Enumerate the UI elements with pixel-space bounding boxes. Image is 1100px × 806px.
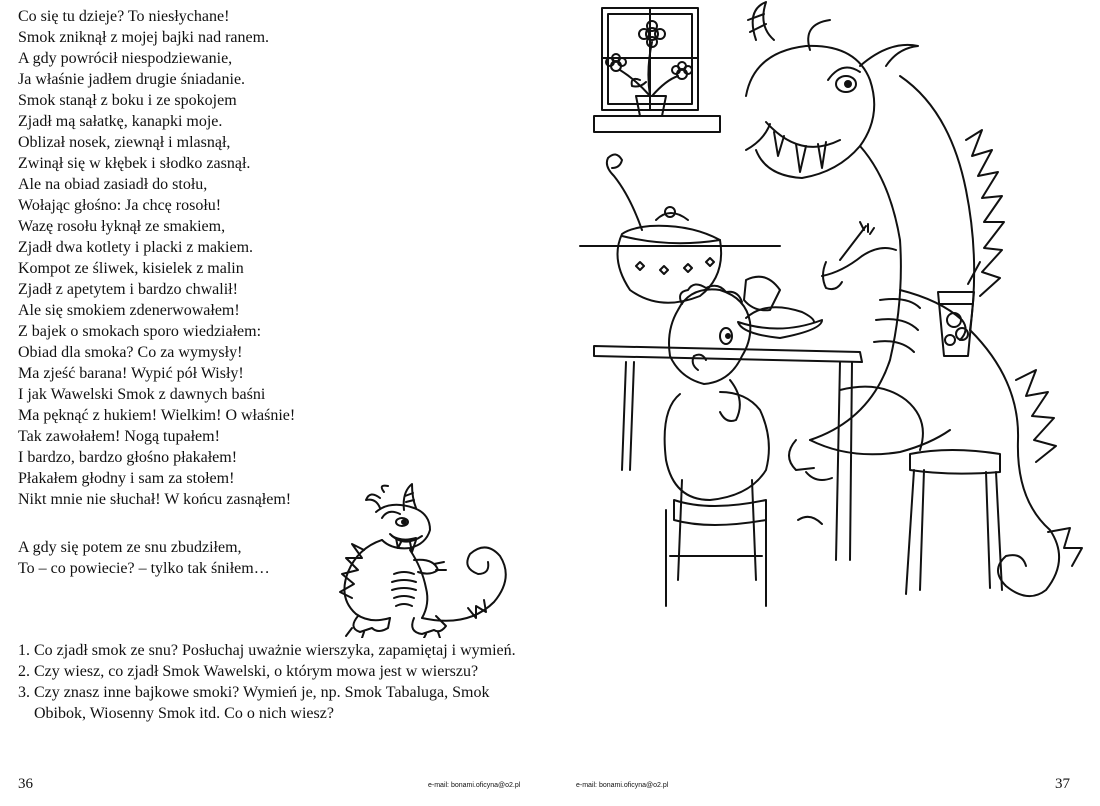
page-number-right: 37 xyxy=(1055,776,1070,792)
poem-line: Wazę rosołu łyknął ze smakiem, xyxy=(18,218,226,235)
question-text: Czy wiesz, co zjadł Smok Wawelski, o którym mowa jest w wierszu? xyxy=(34,663,479,680)
poem-line: Zjadł dwa kotlety i placki z makiem. xyxy=(18,239,254,256)
question-item xyxy=(18,640,538,661)
big-dragon-figure xyxy=(746,2,1082,596)
small-dragon-illustration xyxy=(318,478,540,638)
question-number: 1. xyxy=(18,642,30,659)
poem-line: Zjadł mą sałatkę, kanapki moje. xyxy=(18,113,223,130)
poem-line: Ja właśnie jadłem drugie śniadanie. xyxy=(18,71,246,88)
poem-stanza-1 xyxy=(18,6,295,510)
poem-line: Zjadł z apetytem i bardzo chwalił! xyxy=(18,281,238,298)
poem-line: Płakałem głodny i sam za stołem! xyxy=(18,470,235,487)
poem-line: Smok zniknął z mojej bajki nad ranem. xyxy=(18,29,270,46)
question-text: Czy znasz inne bajkowe smoki? Wymień je, np. Smok Tabaluga, Smok Obibok, Wiosenny Smok itd. Co o nich wiesz? xyxy=(34,684,490,722)
poem-line: Ma pęknąć z hukiem! Wielkim! O właśnie! xyxy=(18,407,296,424)
questions-list xyxy=(18,640,538,724)
poem-line: To – co powiecie? – tylko tak śniłem… xyxy=(18,560,270,577)
poem-line: Z bajek o smokach sporo wiedziałem: xyxy=(18,323,262,340)
table xyxy=(594,346,862,362)
soup-tureen xyxy=(607,154,721,302)
poem-line: Ale się smokiem zdenerwowałem! xyxy=(18,302,240,319)
poem-line: I jak Wawelski Smok z dawnych baśni xyxy=(18,386,266,403)
poem-line: Smok stanął z boku i ze spokojem xyxy=(18,92,237,109)
question-item xyxy=(18,682,538,724)
poem-line: A gdy się potem ze snu zbudziłem, xyxy=(18,539,242,556)
poem-line: A gdy powrócił niespodziewanie, xyxy=(18,50,233,67)
poem-line: Nikt mnie nie słuchał! W końcu zasnąłem! xyxy=(18,491,292,508)
poem-line: Kompot ze śliwek, kisielek z malin xyxy=(18,260,244,277)
question-item xyxy=(18,661,538,682)
poem-line: Co się tu dzieje? To niesłychane! xyxy=(18,8,230,25)
footer-email-right: e-mail: bonami.oficyna@o2.pl xyxy=(576,782,669,789)
poem-line: Obiad dla smoka? Co za wymysły! xyxy=(18,344,243,361)
dragon-and-boy-illustration xyxy=(570,0,1100,620)
right-page xyxy=(550,0,1100,806)
question-text: Co zjadł smok ze snu? Posłuchaj uważnie wierszyka, zapamiętaj i wymień. xyxy=(34,642,516,659)
poem-line: Tak zawołałem! Nogą tupałem! xyxy=(18,428,220,445)
question-number: 2. xyxy=(18,663,30,680)
poem-line: Ale na obiad zasiadł do stołu, xyxy=(18,176,208,193)
poem-line: I bardzo, bardzo głośno płakałem! xyxy=(18,449,238,466)
footer-email-left: e-mail: bonami.oficyna@o2.pl xyxy=(428,782,521,789)
poem-line: Ma zjeść barana! Wypić pół Wisły! xyxy=(18,365,244,382)
poem-line: Wołając głośno: Ja chcę rosołu! xyxy=(18,197,222,214)
page-number-left: 36 xyxy=(18,776,33,792)
poem-stanza-2 xyxy=(18,537,270,579)
question-number: 3. xyxy=(18,684,30,701)
poem-line: Oblizał nosek, ziewnął i mlasnął, xyxy=(18,134,231,151)
poem-line: Zwinął się w kłębek i słodko zasnął. xyxy=(18,155,251,172)
